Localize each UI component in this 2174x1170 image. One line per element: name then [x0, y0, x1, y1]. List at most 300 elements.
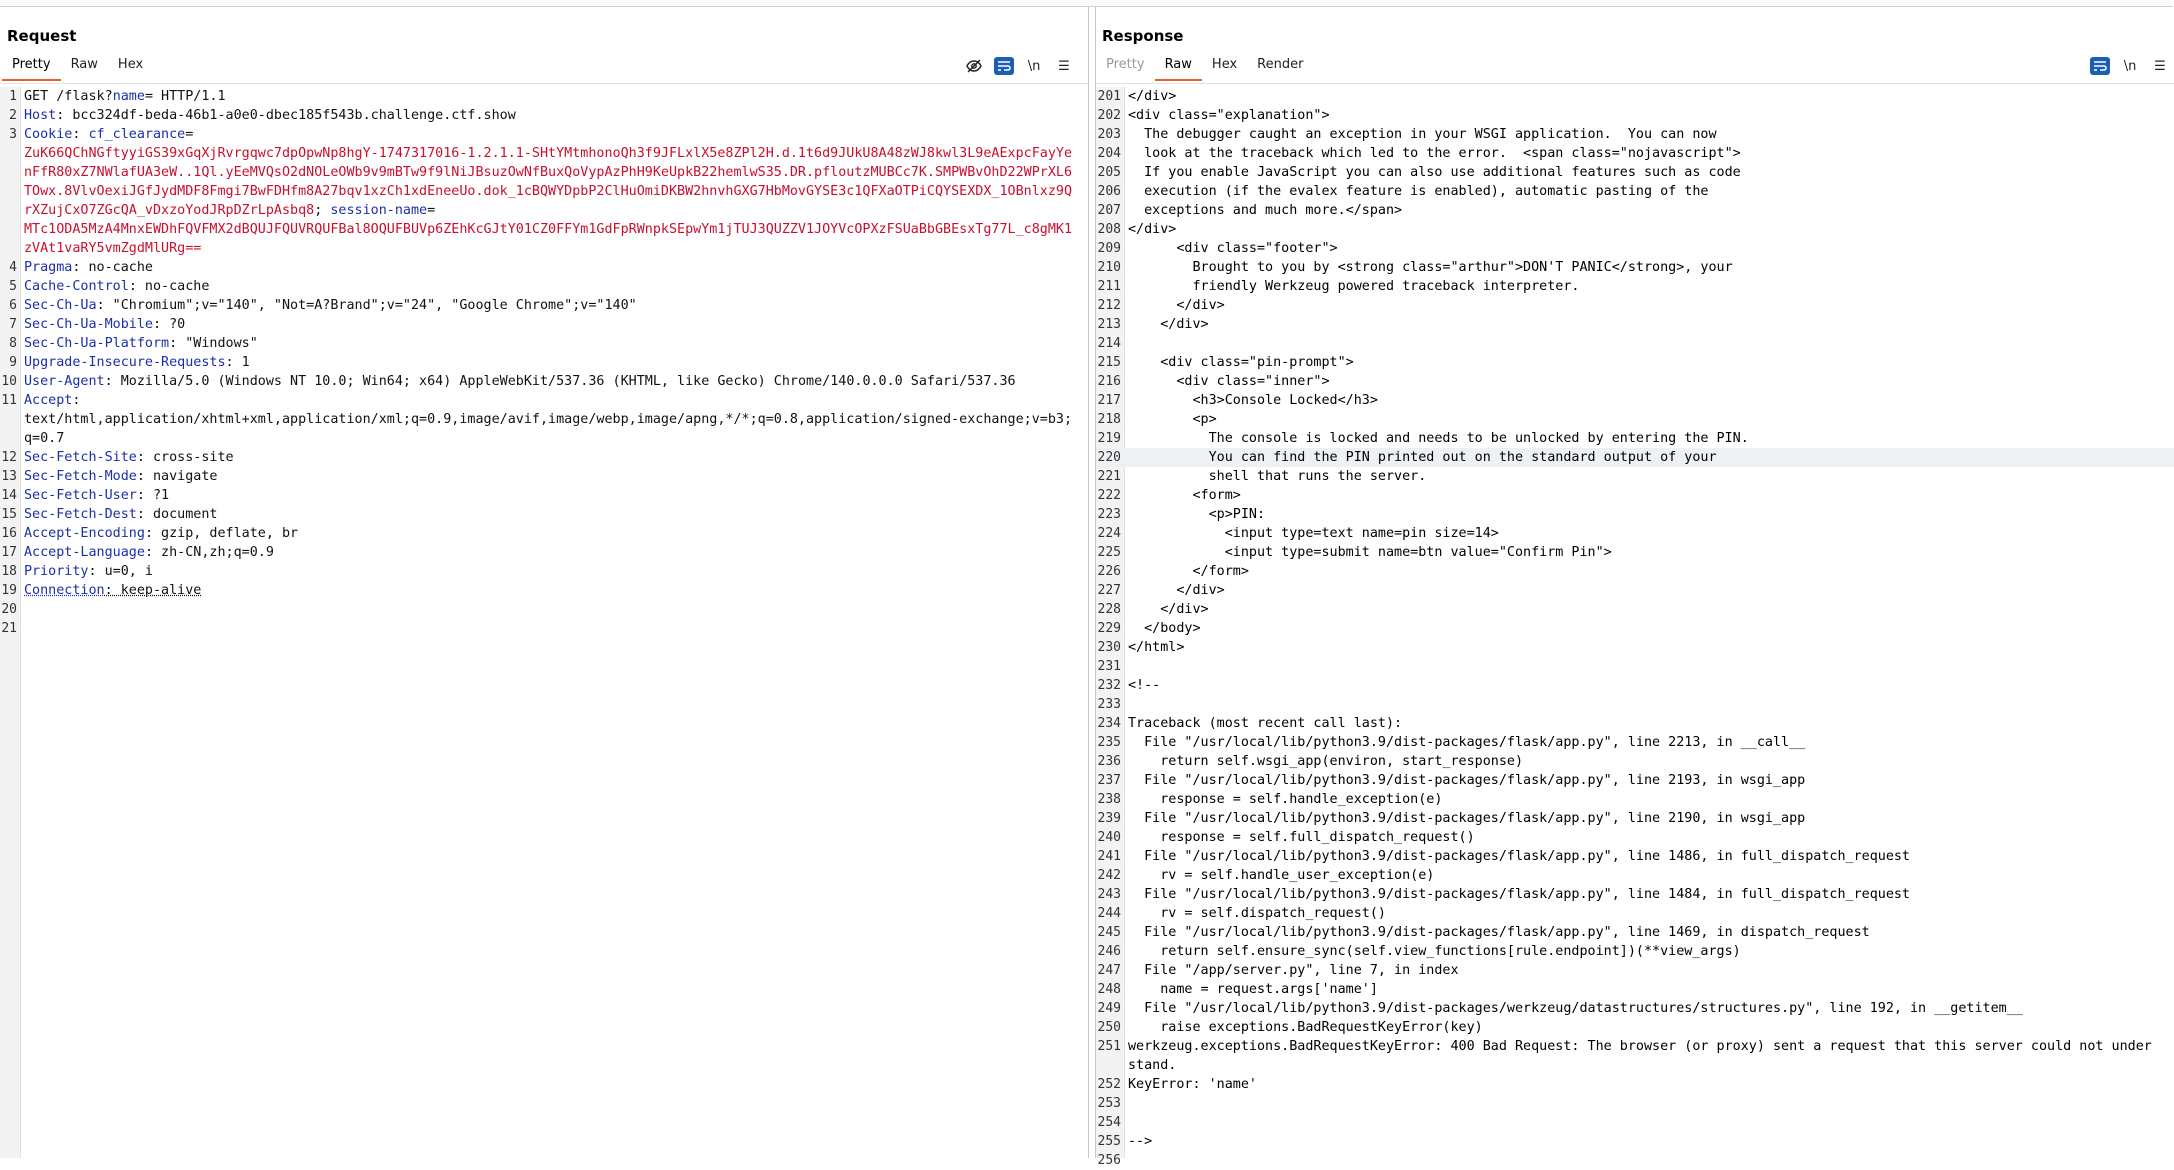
line-code: rv = self.dispatch_request(): [1128, 906, 1386, 921]
tab-hex[interactable]: Hex: [117, 57, 144, 72]
line-number: 5: [9, 279, 17, 294]
header-value: : zh-CN,zh;q=0.9: [144, 545, 274, 560]
header-value: : "Windows": [169, 336, 258, 351]
response-line: [1096, 676, 2174, 695]
response-line: [1096, 771, 2174, 790]
response-line: [1096, 562, 2174, 581]
line-code: [20, 296, 1074, 315]
line-number: 18: [1, 564, 17, 579]
request-panel: [0, 7, 1089, 1158]
line-number: 209: [1097, 241, 1121, 256]
newline-toggle[interactable]: \n: [2123, 58, 2137, 74]
line-number: 6: [9, 298, 17, 313]
line-code: name = request.args['name']: [1128, 982, 1378, 997]
response-line: [1096, 866, 2174, 885]
line-number: 242: [1097, 868, 1121, 883]
menu-icon[interactable]: ☰: [2154, 58, 2166, 74]
response-line: [1096, 448, 2174, 467]
tab-hex[interactable]: Hex: [1211, 57, 1238, 72]
line-number: 237: [1097, 773, 1121, 788]
response-line: [1096, 106, 2174, 125]
response-line: [1096, 828, 2174, 847]
line-code: exceptions and much more.</span>: [1128, 203, 1403, 218]
line-code: If you enable JavaScript you can also use additional features such as code: [1128, 165, 1741, 180]
request-line: [0, 87, 1088, 106]
response-line: [1096, 999, 2174, 1018]
wrap-icon[interactable]: [994, 57, 1014, 75]
top-bar: [0, 0, 2173, 7]
header-value: : 1: [225, 355, 250, 370]
request-line: [0, 600, 1088, 619]
response-line: [1096, 125, 2174, 144]
line-code: </body>: [1128, 621, 1201, 636]
response-line: [1096, 277, 2174, 296]
line-code: Traceback (most recent call last):: [1128, 716, 1403, 731]
line-number: 205: [1097, 165, 1121, 180]
header-value: : keep-alive: [104, 583, 202, 598]
line-number: 201: [1097, 89, 1121, 104]
line-code: File "/usr/local/lib/python3.9/dist-packages/werkzeug/datastructures/structures.py", line 192, in __getitem__: [1128, 1001, 2023, 1016]
response-line: [1096, 429, 2174, 448]
request-line: [0, 315, 1088, 334]
line-code: </html>: [1128, 640, 1185, 655]
header-value: : ?1: [136, 488, 170, 503]
header-name: name: [112, 89, 145, 104]
line-code: File "/usr/local/lib/python3.9/dist-packages/flask/app.py", line 2193, in wsgi_app: [1128, 773, 1806, 788]
line-number: 254: [1097, 1115, 1121, 1130]
header-value: :: [72, 127, 89, 142]
response-line: [1096, 296, 2174, 315]
header-value: : bcc324df-beda-46b1-a0e0-dbec185f543b.challenge.ctf.show: [56, 108, 516, 123]
header-name: Sec-Fetch-Dest: [24, 507, 137, 522]
request-line: [0, 524, 1088, 543]
response-line: [1096, 904, 2174, 923]
wrap-icon[interactable]: [2090, 57, 2110, 75]
header-value: : gzip, deflate, br: [144, 526, 299, 541]
line-number: 11: [1, 393, 17, 408]
line-number: 219: [1097, 431, 1121, 446]
request-line: [0, 391, 1088, 448]
line-number: 17: [1, 545, 17, 560]
request-line: [0, 353, 1088, 372]
line-code: <div class="footer">: [1128, 241, 1338, 256]
line-code: friendly Werkzeug powered traceback interpreter.: [1128, 279, 1580, 294]
response-line: [1096, 961, 2174, 980]
line-code: [20, 334, 1074, 353]
line-number: 249: [1097, 1001, 1121, 1016]
eye-off-icon[interactable]: [964, 57, 984, 75]
line-code: <div class="pin-prompt">: [1128, 355, 1354, 370]
line-number: 230: [1097, 640, 1121, 655]
line-code: File "/usr/local/lib/python3.9/dist-packages/flask/app.py", line 2190, in wsgi_app: [1128, 811, 1806, 826]
response-line: [1096, 334, 2174, 353]
line-number: 250: [1097, 1020, 1121, 1035]
line-code: response = self.full_dispatch_request(): [1128, 830, 1475, 845]
line-code: [1124, 1151, 2158, 1170]
header-value: : text/html,application/xhtml+xml,application/xml;q=0.9,image/avif,image/webp,image/apng,*/*;q=0.8,application/signed-exchange;v=b3;q=0.7: [24, 393, 1073, 446]
line-number: 234: [1097, 716, 1121, 731]
line-code: execution (if the evalex feature is enabled), automatic pasting of the: [1128, 184, 1709, 199]
line-code: [1124, 695, 2158, 714]
line-code: [20, 106, 1074, 125]
line-number: 217: [1097, 393, 1121, 408]
header-value: : no-cache: [72, 260, 153, 275]
line-number: 211: [1097, 279, 1121, 294]
response-toolbar: [2090, 57, 2170, 75]
header-value: : ?0: [153, 317, 186, 332]
line-code: [20, 87, 1074, 106]
header-name: Accept: [24, 393, 73, 408]
response-line: [1096, 1037, 2174, 1075]
line-code: </div>: [1128, 583, 1225, 598]
line-number: 231: [1097, 659, 1121, 674]
response-line: [1096, 1113, 2174, 1132]
line-number: 216: [1097, 374, 1121, 389]
newline-toggle[interactable]: \n: [1027, 58, 1041, 74]
line-code: [20, 353, 1074, 372]
request-line: [0, 505, 1088, 524]
response-line: [1096, 809, 2174, 828]
line-number: 256: [1097, 1153, 1121, 1168]
line-code: </form>: [1128, 564, 1249, 579]
line-number: 15: [1, 507, 17, 522]
response-line: [1096, 372, 2174, 391]
line-code: </div>: [1128, 222, 1177, 237]
header-name: Sec-Ch-Ua-Platform: [24, 336, 170, 351]
request-toolbar: [964, 57, 1074, 75]
line-number: 255: [1097, 1134, 1121, 1149]
request-line: [0, 486, 1088, 505]
response-line: [1096, 1018, 2174, 1037]
response-line: [1096, 182, 2174, 201]
line-code: <h3>Console Locked</h3>: [1128, 393, 1378, 408]
line-code: [20, 372, 1074, 391]
line-number: 12: [1, 450, 17, 465]
request-line: [0, 448, 1088, 467]
response-line: [1096, 410, 2174, 429]
header-name: Accept-Language: [24, 545, 145, 560]
line-number: 10: [1, 374, 17, 389]
response-title: Response: [1102, 27, 1184, 45]
line-number: 16: [1, 526, 17, 541]
response-line: [1096, 467, 2174, 486]
line-number: 212: [1097, 298, 1121, 313]
line-number: 245: [1097, 925, 1121, 940]
menu-icon[interactable]: ☰: [1058, 58, 1070, 74]
response-line: [1096, 695, 2174, 714]
response-line: [1096, 752, 2174, 771]
line-number: 3: [9, 127, 17, 142]
request-line: [0, 277, 1088, 296]
line-number: 223: [1097, 507, 1121, 522]
line-number: 221: [1097, 469, 1121, 484]
line-code: [1124, 334, 2158, 353]
tab-pretty[interactable]: Pretty: [2, 53, 61, 81]
request-tabs-divider: [0, 83, 1088, 84]
line-number: 244: [1097, 906, 1121, 921]
line-code: [1124, 657, 2158, 676]
line-number: 204: [1097, 146, 1121, 161]
line-code: werkzeug.exceptions.BadRequestKeyError: 400 Bad Request: The browser (or proxy) sent a request that this server could not understand.: [1128, 1039, 2152, 1073]
line-code: Brought to you by <strong class="arthur">DON'T PANIC</strong>, your: [1128, 260, 1733, 275]
line-number: 2: [9, 108, 17, 123]
request-line: [0, 125, 1088, 258]
line-number: 238: [1097, 792, 1121, 807]
line-code: </div>: [1128, 602, 1209, 617]
line-code: KeyError: 'name': [1128, 1077, 1257, 1092]
tab-raw[interactable]: Raw: [1155, 53, 1202, 81]
line-code: <input type=text name=pin size=14>: [1128, 526, 1499, 541]
header-value: ;: [314, 203, 331, 218]
line-number: 232: [1097, 678, 1121, 693]
response-line: [1096, 258, 2174, 277]
request-line: [0, 581, 1088, 600]
header-name: cf_clearance: [88, 127, 186, 142]
line-number: 213: [1097, 317, 1121, 332]
line-code: <div class="inner">: [1128, 374, 1330, 389]
header-value: : "Chromium";v="140", "Not=A?Brand";v="24", "Google Chrome";v="140": [96, 298, 637, 313]
line-code: [20, 448, 1074, 467]
line-number: 1: [9, 89, 17, 104]
line-code: [20, 277, 1074, 296]
line-code: <div class="explanation">: [1128, 108, 1330, 123]
line-code: [20, 258, 1074, 277]
line-number: 225: [1097, 545, 1121, 560]
response-panel: [1095, 7, 2174, 1168]
line-number: 7: [9, 317, 17, 332]
line-number: 226: [1097, 564, 1121, 579]
request-line: [0, 334, 1088, 353]
line-number: 14: [1, 488, 17, 503]
response-line: [1096, 543, 2174, 562]
response-line: [1096, 1075, 2174, 1094]
response-line: [1096, 581, 2174, 600]
line-code: [20, 486, 1074, 505]
line-number: 207: [1097, 203, 1121, 218]
line-code: [20, 600, 1074, 619]
line-number: 13: [1, 469, 17, 484]
line-number: 253: [1097, 1096, 1121, 1111]
response-line: [1096, 163, 2174, 182]
header-value: =: [185, 127, 194, 142]
request-line: [0, 296, 1088, 315]
request-line: [0, 467, 1088, 486]
line-code: <p>PIN:: [1128, 507, 1266, 522]
response-tabs-divider: [1096, 83, 2174, 84]
line-code: [20, 619, 1074, 638]
response-line: [1096, 885, 2174, 904]
request-line: [0, 543, 1088, 562]
line-number: 252: [1097, 1077, 1121, 1092]
line-code: <p>: [1128, 412, 1217, 427]
request-line: [0, 562, 1088, 581]
line-number: 239: [1097, 811, 1121, 826]
line-code: raise exceptions.BadRequestKeyError(key): [1128, 1020, 1483, 1035]
line-number: 241: [1097, 849, 1121, 864]
line-number: 246: [1097, 944, 1121, 959]
header-name: session-name: [330, 203, 428, 218]
line-number: 210: [1097, 260, 1121, 275]
response-line: [1096, 638, 2174, 657]
header-name: User-Agent: [24, 374, 105, 389]
line-code: [20, 562, 1074, 581]
response-line: [1096, 505, 2174, 524]
header-name: Host: [24, 108, 57, 123]
line-number: 202: [1097, 108, 1121, 123]
line-code: </div>: [1128, 317, 1209, 332]
response-line: [1096, 1094, 2174, 1113]
line-number: 236: [1097, 754, 1121, 769]
line-code: [20, 467, 1074, 486]
line-number: 20: [1, 602, 17, 617]
line-number: 227: [1097, 583, 1121, 598]
response-line: [1096, 657, 2174, 676]
line-code: [20, 391, 1074, 448]
request-tabs: [2, 53, 153, 83]
response-line: [1096, 942, 2174, 961]
line-number: 251: [1097, 1039, 1121, 1054]
line-code: <input type=submit name=btn value="Confirm Pin">: [1128, 545, 1612, 560]
line-number: 218: [1097, 412, 1121, 427]
response-tabs: [1096, 53, 1313, 83]
line-number: 220: [1097, 450, 1121, 465]
tab-pretty[interactable]: Pretty: [1106, 57, 1145, 72]
response-line: [1096, 600, 2174, 619]
line-number: 208: [1097, 222, 1121, 237]
tab-raw[interactable]: Raw: [70, 57, 98, 72]
line-code: File "/app/server.py", line 7, in index: [1128, 963, 1459, 978]
request-line: [0, 372, 1088, 391]
header-name: Upgrade-Insecure-Requests: [24, 355, 226, 370]
request-line: [0, 619, 1088, 638]
header-name: Pragma: [24, 260, 73, 275]
line-code: return self.ensure_sync(self.view_functions[rule.endpoint])(**view_args): [1128, 944, 1741, 959]
line-number: 222: [1097, 488, 1121, 503]
line-number: 248: [1097, 982, 1121, 997]
header-name: Connection: [24, 583, 105, 598]
line-code: [20, 505, 1074, 524]
request-editor[interactable]: [0, 87, 1088, 1158]
line-code: The debugger caught an exception in your WSGI application. You can now: [1128, 127, 1717, 142]
line-number: 9: [9, 355, 17, 370]
line-code: <!--: [1128, 678, 1161, 693]
header-name: Priority: [24, 564, 89, 579]
line-number: 229: [1097, 621, 1121, 636]
header-name: Sec-Fetch-Mode: [24, 469, 137, 484]
line-code: File "/usr/local/lib/python3.9/dist-packages/flask/app.py", line 2213, in __call__: [1128, 735, 1806, 750]
line-code: shell that runs the server.: [1128, 469, 1427, 484]
response-line: [1096, 980, 2174, 999]
line-number: 21: [1, 621, 17, 636]
line-code: return self.wsgi_app(environ, start_response): [1128, 754, 1524, 769]
line-number: 214: [1097, 336, 1121, 351]
line-number: 243: [1097, 887, 1121, 902]
line-code: [20, 543, 1074, 562]
response-line: [1096, 923, 2174, 942]
header-value: =: [427, 203, 436, 218]
response-line: [1096, 486, 2174, 505]
line-code: File "/usr/local/lib/python3.9/dist-packages/flask/app.py", line 1484, in full_dispatch_request: [1128, 887, 1910, 902]
header-name: Sec-Ch-Ua: [24, 298, 97, 313]
cookie-value: ZuK66QChNGftyyiGS39xGqXjRvrgqwc7dpOpwNp8hgY-1747317016-1.2.1.1-SHtYMtmhonoQh3f9JFLxlX5e8ZPl2H.d.1t6d9JUkU8A48zWJ8kwl3L9eAExpcFayYenFfR80xZ7NWlafUA3eW..1Ql.yEeMVQsO2dNOLeOWb9v9mBTw9f9lNiJBsuzOwNfBuxQoVypAzPhH9KeUpkB22hemlwS35.DR.pfloutzMUBCc7K.SMPWBvOhD22WPrXL6TOwx.8VlvOexiJGfJydMDF8Fmgi7BwFDHfm8A27bqv1xzCh1xdEneeUo.dok_1cBQWYDpbP2ClHuOmiDKBW2hnvhGXG7HbMovGYSE3c1QFXaOTPiCQYSEXDX_1OBnlxz9QrXZujCxO7ZGcQA_vDxzoYodJRpDZrLpAsbq8: [24, 146, 1073, 218]
line-code: [1124, 1094, 2158, 1113]
line-code: rv = self.handle_user_exception(e): [1128, 868, 1435, 883]
request-line: [0, 106, 1088, 125]
line-number: 206: [1097, 184, 1121, 199]
header-name: Sec-Fetch-User: [24, 488, 137, 503]
line-number: 215: [1097, 355, 1121, 370]
response-line: [1096, 201, 2174, 220]
line-number: 235: [1097, 735, 1121, 750]
header-value: GET /flask?: [24, 89, 113, 104]
line-code: <form>: [1128, 488, 1241, 503]
line-number: 247: [1097, 963, 1121, 978]
line-code: </div>: [1128, 298, 1225, 313]
header-value: : cross-site: [136, 450, 234, 465]
header-name: Accept-Encoding: [24, 526, 145, 541]
response-line: [1096, 733, 2174, 752]
line-code: [20, 125, 1074, 258]
header-value: : u=0, i: [88, 564, 153, 579]
line-code: [20, 315, 1074, 334]
response-line: [1096, 714, 2174, 733]
response-line: [1096, 87, 2174, 106]
response-line: [1096, 1132, 2174, 1151]
response-line: [1096, 144, 2174, 163]
line-number: 4: [9, 260, 17, 275]
line-number: 233: [1097, 697, 1121, 712]
tab-render[interactable]: Render: [1257, 57, 1304, 72]
response-line: [1096, 790, 2174, 809]
line-code: You can find the PIN printed out on the standard output of your: [1128, 450, 1717, 465]
line-code: look at the traceback which led to the error. <span class="nojavascript">: [1128, 146, 1741, 161]
line-number: 8: [9, 336, 17, 351]
response-line: [1096, 619, 2174, 638]
line-number: 19: [1, 583, 17, 598]
response-editor[interactable]: [1096, 87, 2174, 1168]
line-code: [20, 581, 1074, 600]
cookie-value: MTc1ODA5MzA4MnxEWDhFQVFMX2dBQUJFQUVRQUFBal8OQUFBUVp6ZEhKcGJtY01CZ0FFYm1GdFpRWnpkSEpwYm1jTUJ3QUZZV1JOYVcOPXzFSUaBbGBEsxTg77L_c8gMK1zVAt1vaRY5vmZgdMlURg==: [24, 222, 1073, 256]
request-line: [0, 258, 1088, 277]
header-value: = HTTP/1.1: [144, 89, 226, 104]
header-value: : navigate: [136, 469, 218, 484]
line-code: [1124, 1113, 2158, 1132]
header-name: Cache-Control: [24, 279, 129, 294]
line-code: response = self.handle_exception(e): [1128, 792, 1443, 807]
header-value: : no-cache: [128, 279, 210, 294]
line-number: 203: [1097, 127, 1121, 142]
line-number: 224: [1097, 526, 1121, 541]
response-line: [1096, 239, 2174, 258]
header-value: : document: [136, 507, 218, 522]
response-line: [1096, 220, 2174, 239]
response-line: [1096, 524, 2174, 543]
line-code: </div>: [1128, 89, 1177, 104]
line-number: 240: [1097, 830, 1121, 845]
header-name: Cookie: [24, 127, 73, 142]
header-name: Sec-Fetch-Site: [24, 450, 137, 465]
response-line: [1096, 1151, 2174, 1170]
response-line: [1096, 315, 2174, 334]
line-code: -->: [1128, 1134, 1153, 1149]
line-code: The console is locked and needs to be unlocked by entering the PIN.: [1128, 431, 1749, 446]
line-number: 228: [1097, 602, 1121, 617]
response-line: [1096, 391, 2174, 410]
response-line: [1096, 353, 2174, 372]
header-name: Sec-Ch-Ua-Mobile: [24, 317, 153, 332]
request-title: Request: [7, 27, 77, 45]
line-code: [20, 524, 1074, 543]
